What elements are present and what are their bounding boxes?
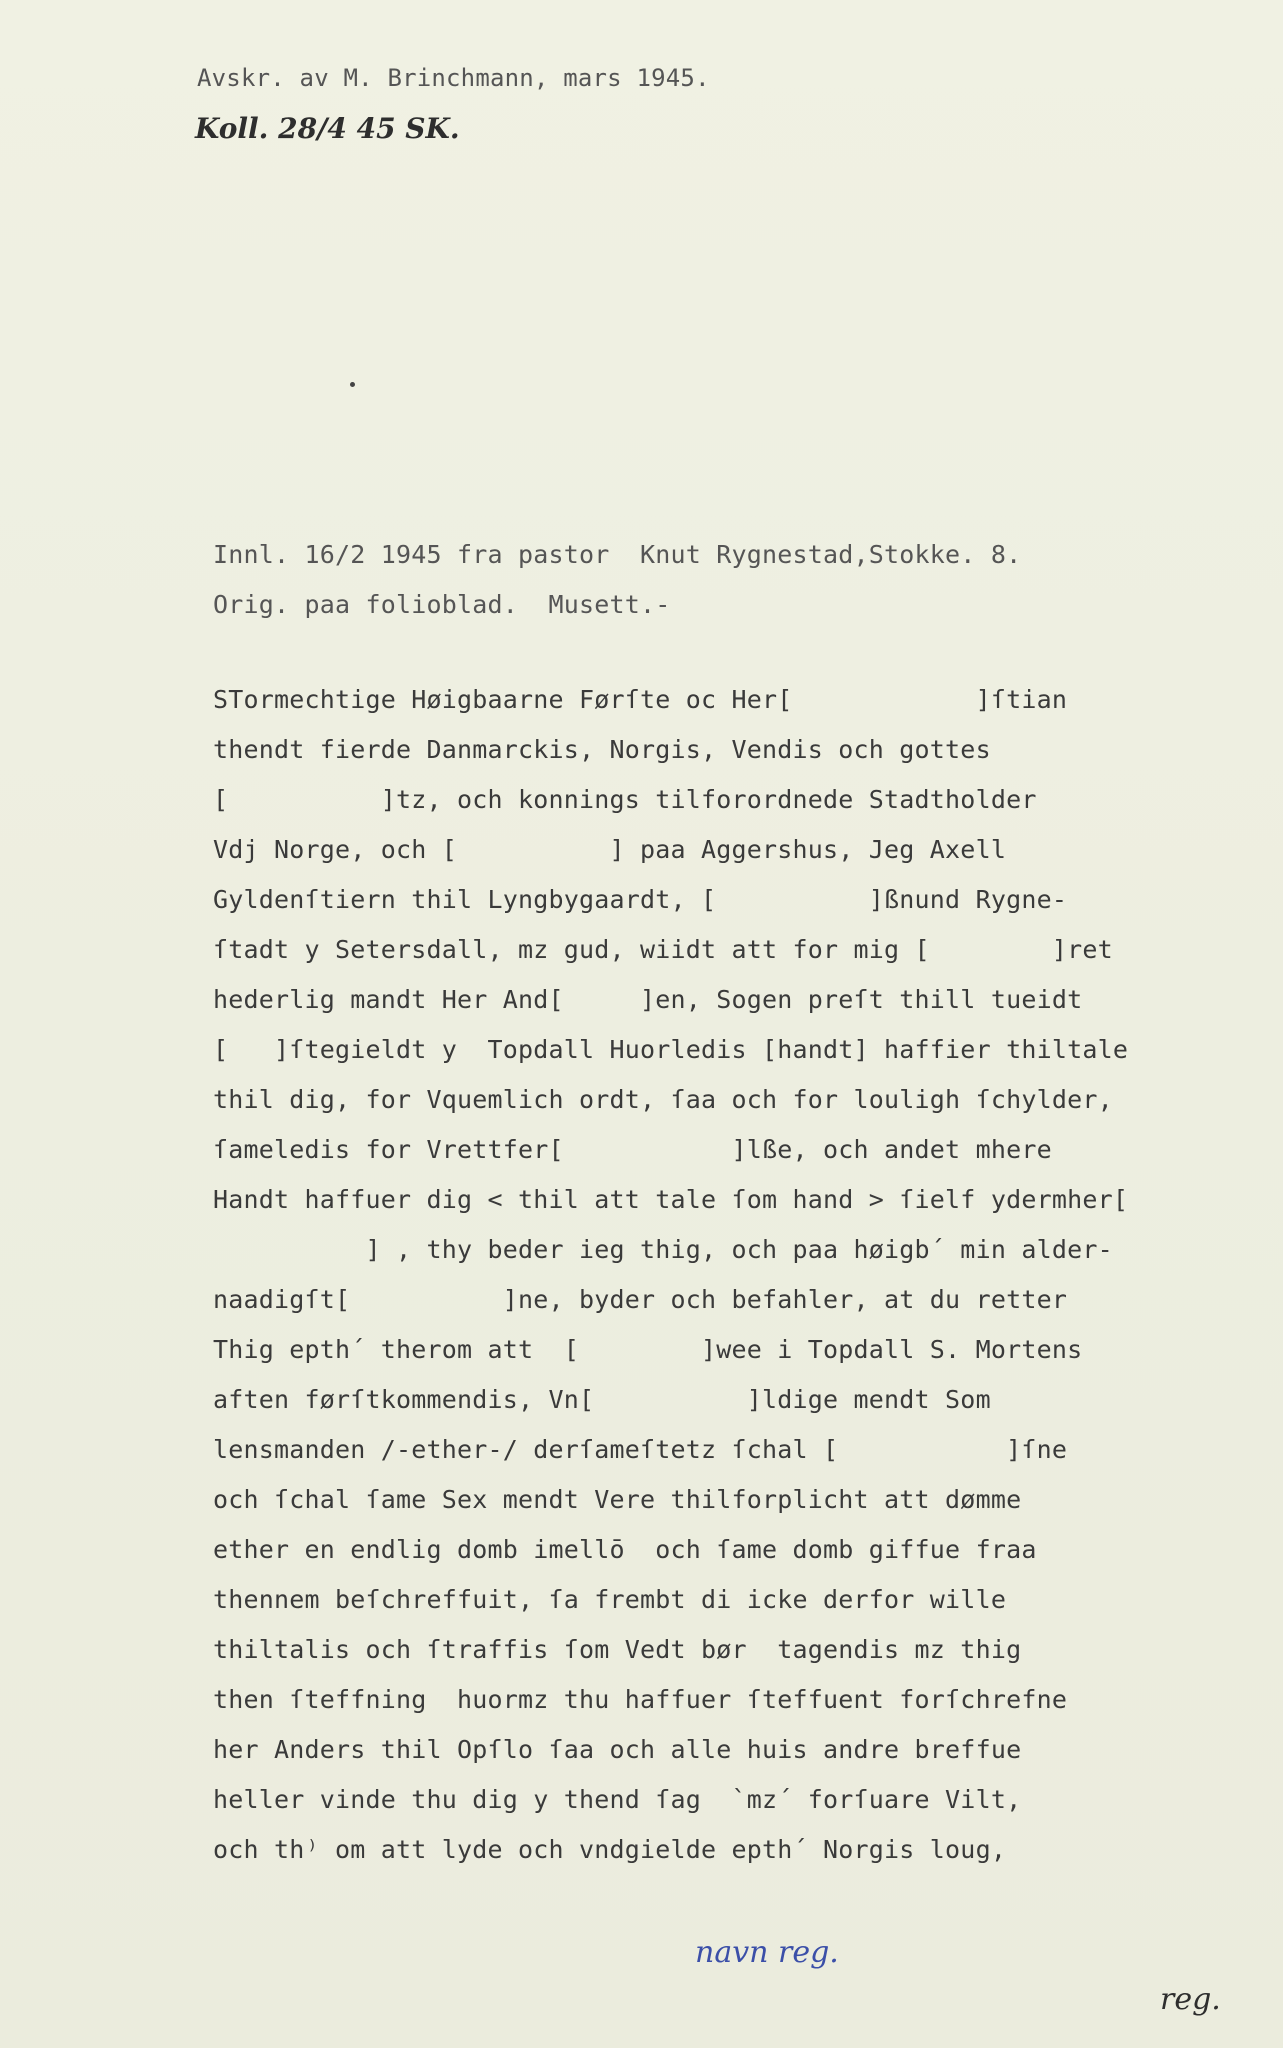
letter-line: heller vinde thu dig y thend ſag `mz´ forſuare Vilt, <box>213 1785 1022 1814</box>
register-note: navn reg. <box>695 1935 839 1970</box>
letter-line: och th⁾ om att lyde och vndgielde epth´ Norgis loug, <box>213 1835 1007 1864</box>
transcriber-line: Avskr. av M. Brinchmann, mars 1945. <box>197 64 710 92</box>
letter-line: Handt haffuer dig < thil att tale ſom hand > ſielf ydermher[ <box>213 1185 1129 1214</box>
collation-note: Koll. 28/4 45 SK. <box>195 112 460 145</box>
original-line: Orig. paa folioblad. Musett.- <box>213 590 671 619</box>
letter-line: ] , thy beder ieg thig, och paa høigb´ min alder- <box>213 1235 1113 1264</box>
letter-line: her Anders thil Opſlo ſaa och alle huis andre breffue <box>213 1735 1022 1764</box>
letter-line: ether en endlig domb imellō och ſame domb giffue fraa <box>213 1535 1037 1564</box>
letter-line: [ ]ſtegieldt y Topdall Huorledis [handt] haffier thiltale <box>213 1035 1129 1064</box>
letter-line: ſtadt y Setersdall, mz gud, wiidt att for mig [ ]ret <box>213 935 1113 964</box>
letter-line: thennem beſchreffuit, ſa frembt di icke derfor wille <box>213 1585 1007 1614</box>
received-line: Innl. 16/2 1945 fra pastor Knut Rygnestad,Stokke. 8. <box>213 540 1022 569</box>
letter-line: then ſteffning huormz thu haffuer ſteffuent forſchrefne <box>213 1685 1068 1714</box>
stray-mark <box>350 382 355 387</box>
letter-line: Vdj Norge, och [ ] paa Aggershus, Jeg Axell <box>213 835 1007 864</box>
letter-line: Thig epth´ therom att [ ]wee i Topdall S. Mortens <box>213 1335 1083 1364</box>
letter-line: thiltalis och ſtraffis ſom Vedt bør tagendis mz thig <box>213 1635 1022 1664</box>
letter-line: STormechtige Høigbaarne Førſte oc Her[ ]ſtian <box>213 685 1068 714</box>
letter-line: hederlig mandt Her And[ ]en, Sogen preſt thill tueidt <box>213 985 1083 1014</box>
letter-line: thil dig, for Vquemlich ordt, ſaa och for louligh ſchylder, <box>213 1085 1113 1114</box>
letter-line: och ſchal ſame Sex mendt Vere thilforplicht att dømme <box>213 1485 1022 1514</box>
letter-line: Gyldenſtiern thil Lyngbygaardt, [ ]ßnund Rygne- <box>213 885 1068 914</box>
letter-line: ſameledis for Vrettfer[ ]lße, och andet mhere <box>213 1135 1052 1164</box>
letter-line: [ ]tz, och konnings tilforordnede Stadtholder <box>213 785 1037 814</box>
letter-line: thendt fierde Danmarckis, Norgis, Vendis och gottes <box>213 735 991 764</box>
letter-line: lensmanden /-ether-/ derſameſtetz ſchal [ ]ſne <box>213 1435 1068 1464</box>
letter-line: naadigſt[ ]ne, byder och befahler, at du retter <box>213 1285 1068 1314</box>
letter-line: aften førſtkommendis, Vn[ ]ldige mendt Som <box>213 1385 991 1414</box>
corner-register-note: reg. <box>1160 1982 1221 2017</box>
